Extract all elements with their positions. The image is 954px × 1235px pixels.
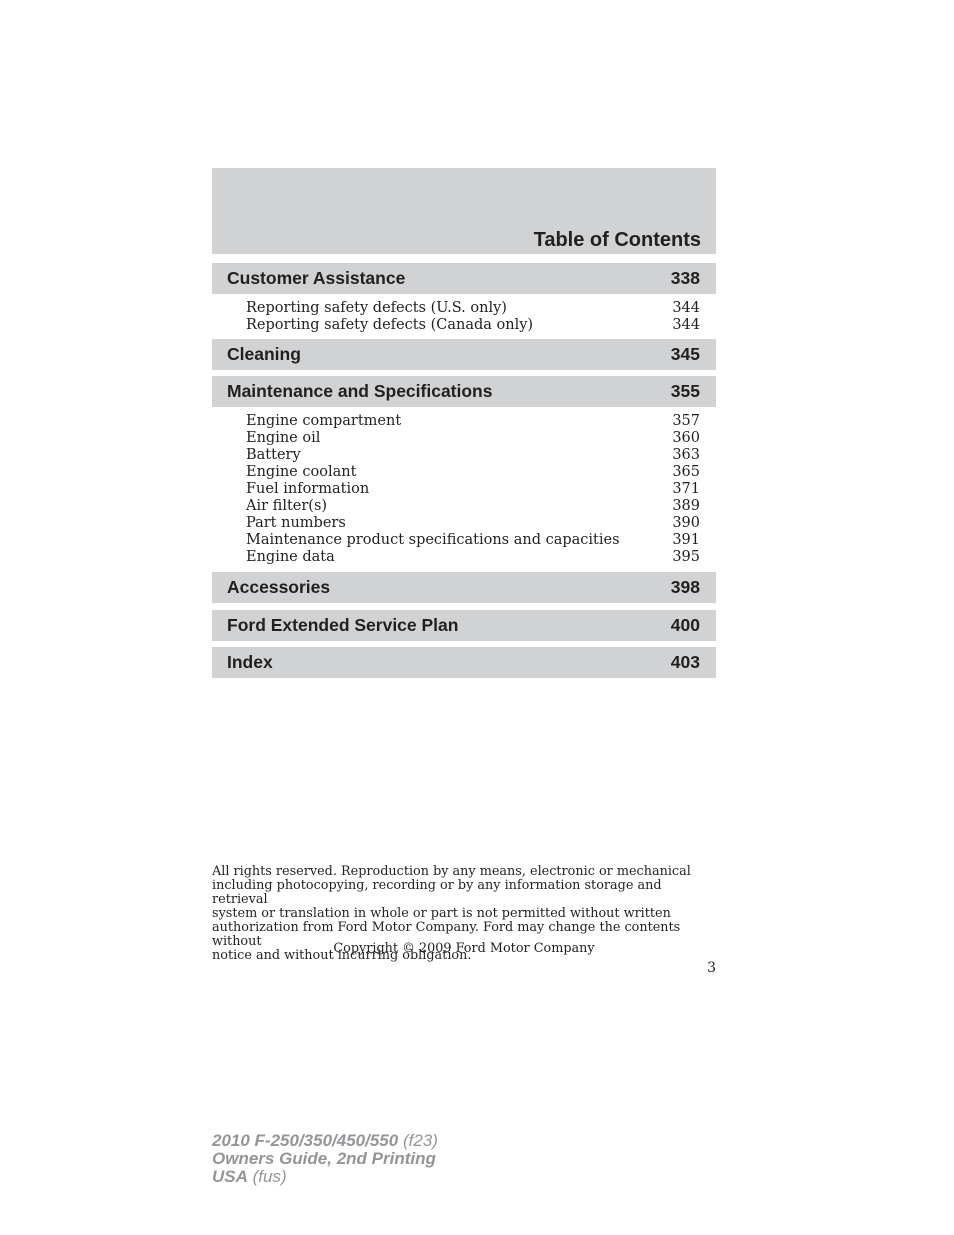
toc-subitem-label: Engine oil bbox=[246, 430, 321, 446]
toc-subitem[interactable] bbox=[246, 481, 700, 498]
toc-section-label: Maintenance and Specifications bbox=[227, 381, 493, 401]
toc-section-label: Ford Extended Service Plan bbox=[227, 615, 459, 635]
toc-subitem-page: 344 bbox=[672, 300, 700, 316]
toc-subitem-page: 344 bbox=[672, 317, 700, 333]
toc-subitem[interactable] bbox=[246, 430, 700, 447]
edition-info bbox=[212, 1132, 438, 1186]
copyright-notice: Copyright © 2009 Ford Motor Company bbox=[333, 941, 595, 956]
edition-line-printing bbox=[212, 1150, 438, 1168]
toc-subitem[interactable] bbox=[246, 317, 700, 334]
toc-subitem-page: 371 bbox=[672, 481, 700, 497]
toc-subitem-label: Part numbers bbox=[246, 515, 346, 531]
toc-section-page: 398 bbox=[670, 577, 700, 597]
toc-subitem-page: 365 bbox=[672, 464, 700, 480]
toc-section-page: 355 bbox=[670, 381, 700, 401]
edition-market-code: (fus) bbox=[252, 1167, 287, 1186]
toc-subitem-page: 360 bbox=[672, 430, 700, 446]
toc-subitem-page: 357 bbox=[672, 413, 700, 429]
toc-subitem-label: Maintenance product specifications and capacities bbox=[246, 532, 620, 548]
edition-market: USA bbox=[212, 1167, 248, 1186]
toc-subitem[interactable] bbox=[246, 413, 700, 430]
toc-section-extended-service-plan[interactable] bbox=[212, 610, 716, 641]
toc-subitem-label: Engine coolant bbox=[246, 464, 357, 480]
legal-line: system or translation in whole or part is not permitted without written bbox=[212, 906, 671, 921]
page-title: Table of Contents bbox=[533, 229, 701, 251]
edition-printing: Owners Guide, 2nd Printing bbox=[212, 1149, 436, 1168]
toc-section-index[interactable] bbox=[212, 647, 716, 678]
legal-line: notice and without incurring obligation. bbox=[212, 948, 472, 963]
toc-subitem-label: Fuel information bbox=[246, 481, 370, 497]
toc-subitem-page: 395 bbox=[672, 549, 700, 565]
toc-section-label: Index bbox=[227, 652, 273, 672]
toc-section-label: Accessories bbox=[227, 577, 331, 597]
edition-line-model bbox=[212, 1132, 438, 1150]
toc-section-cleaning[interactable] bbox=[212, 339, 716, 370]
edition-model: 2010 F-250/350/450/550 bbox=[212, 1131, 399, 1150]
toc-subitem[interactable] bbox=[246, 447, 700, 464]
legal-line: authorization from Ford Motor Company. Ford may change the contents without bbox=[212, 920, 681, 949]
toc-subitem[interactable] bbox=[246, 549, 700, 566]
toc-header bbox=[212, 168, 716, 254]
toc-section-customer-assistance[interactable] bbox=[212, 263, 716, 294]
toc-subitem[interactable] bbox=[246, 464, 700, 481]
toc-section-maintenance[interactable] bbox=[212, 376, 716, 407]
toc-subitem-label: Air filter(s) bbox=[246, 498, 328, 514]
edition-line-market bbox=[212, 1168, 438, 1186]
toc-subitem[interactable] bbox=[246, 300, 700, 317]
toc-section-label: Customer Assistance bbox=[227, 268, 406, 288]
edition-model-code: (f23) bbox=[402, 1131, 438, 1150]
toc-subitem-label: Engine data bbox=[246, 549, 335, 565]
toc-subitem[interactable] bbox=[246, 532, 700, 549]
toc-subitem-page: 389 bbox=[672, 498, 700, 514]
toc-subitem-page: 391 bbox=[672, 532, 700, 548]
toc-subitem[interactable] bbox=[246, 515, 700, 532]
toc-subitem-label: Battery bbox=[246, 447, 301, 463]
toc-subitem-page: 390 bbox=[672, 515, 700, 531]
toc-section-page: 338 bbox=[670, 268, 700, 288]
legal-line: All rights reserved. Reproduction by any means, electronic or mechanical bbox=[212, 864, 691, 879]
toc-subitem-label: Reporting safety defects (Canada only) bbox=[246, 317, 534, 333]
toc-subitem-label: Reporting safety defects (U.S. only) bbox=[246, 300, 507, 316]
toc-section-page: 400 bbox=[670, 615, 700, 635]
toc-section-page: 345 bbox=[670, 344, 700, 364]
toc-subitem-page: 363 bbox=[672, 447, 700, 463]
toc-subitem-label: Engine compartment bbox=[246, 413, 402, 429]
customer-assistance-sublist bbox=[246, 300, 700, 334]
legal-line: including photocopying, recording or by any information storage and retrieval bbox=[212, 878, 662, 907]
toc-section-label: Cleaning bbox=[227, 344, 301, 364]
page-number: 3 bbox=[707, 960, 716, 976]
maintenance-sublist bbox=[246, 413, 700, 566]
toc-subitem[interactable] bbox=[246, 498, 700, 515]
toc-section-accessories[interactable] bbox=[212, 572, 716, 603]
toc-section-page: 403 bbox=[670, 652, 700, 672]
